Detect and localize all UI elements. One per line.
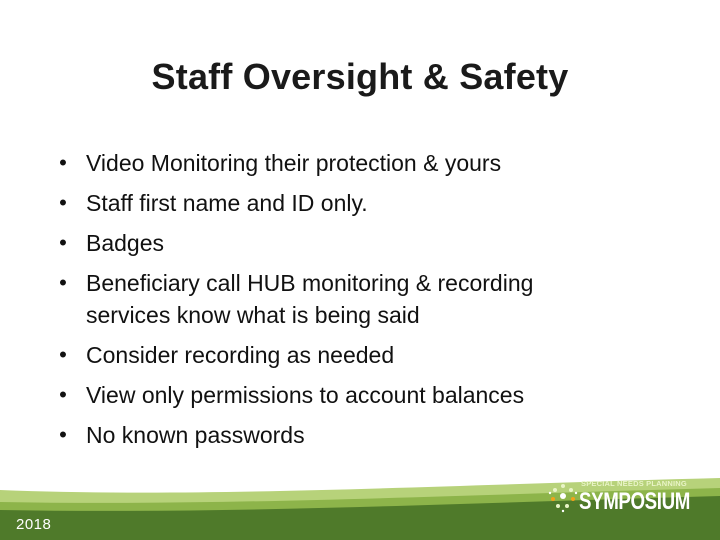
logo-dots-icon xyxy=(547,479,579,513)
bullet-text: Consider recording as needed xyxy=(86,342,395,368)
bullet-text: Badges xyxy=(86,230,165,256)
bullet-icon: • xyxy=(59,230,67,255)
bullet-item xyxy=(59,183,646,223)
bullet-list xyxy=(59,143,646,455)
bullet-item xyxy=(59,375,646,415)
bullet-icon: • xyxy=(59,382,67,407)
bullet-icon: • xyxy=(59,150,67,175)
footer-year: 2018 xyxy=(16,516,52,533)
bullet-icon: • xyxy=(59,342,67,367)
bullet-item xyxy=(59,415,646,455)
bullet-item xyxy=(59,143,646,183)
bullet-item xyxy=(59,335,646,375)
bullet-icon: • xyxy=(59,270,67,295)
slide-title: Staff Oversight & Safety xyxy=(151,56,569,97)
bullet-item xyxy=(59,223,646,263)
bullet-item xyxy=(59,263,646,335)
logo-wordmark: SYMPOSIUM xyxy=(579,488,690,515)
symposium-logo xyxy=(545,475,690,535)
bullet-text-continuation: services know what is being said xyxy=(86,302,420,328)
bullet-text: View only permissions to account balances xyxy=(86,382,525,408)
bullet-text: Beneficiary call HUB monitoring & recording xyxy=(86,270,534,296)
bullet-text: No known passwords xyxy=(86,422,305,448)
bullet-icon: • xyxy=(59,190,67,215)
bullet-icon: • xyxy=(59,422,67,447)
logo-tagline: SPECIAL NEEDS PLANNING xyxy=(581,479,687,488)
bullet-text: Video Monitoring their protection & yours xyxy=(86,150,502,176)
bullet-text: Staff first name and ID only. xyxy=(86,190,368,216)
